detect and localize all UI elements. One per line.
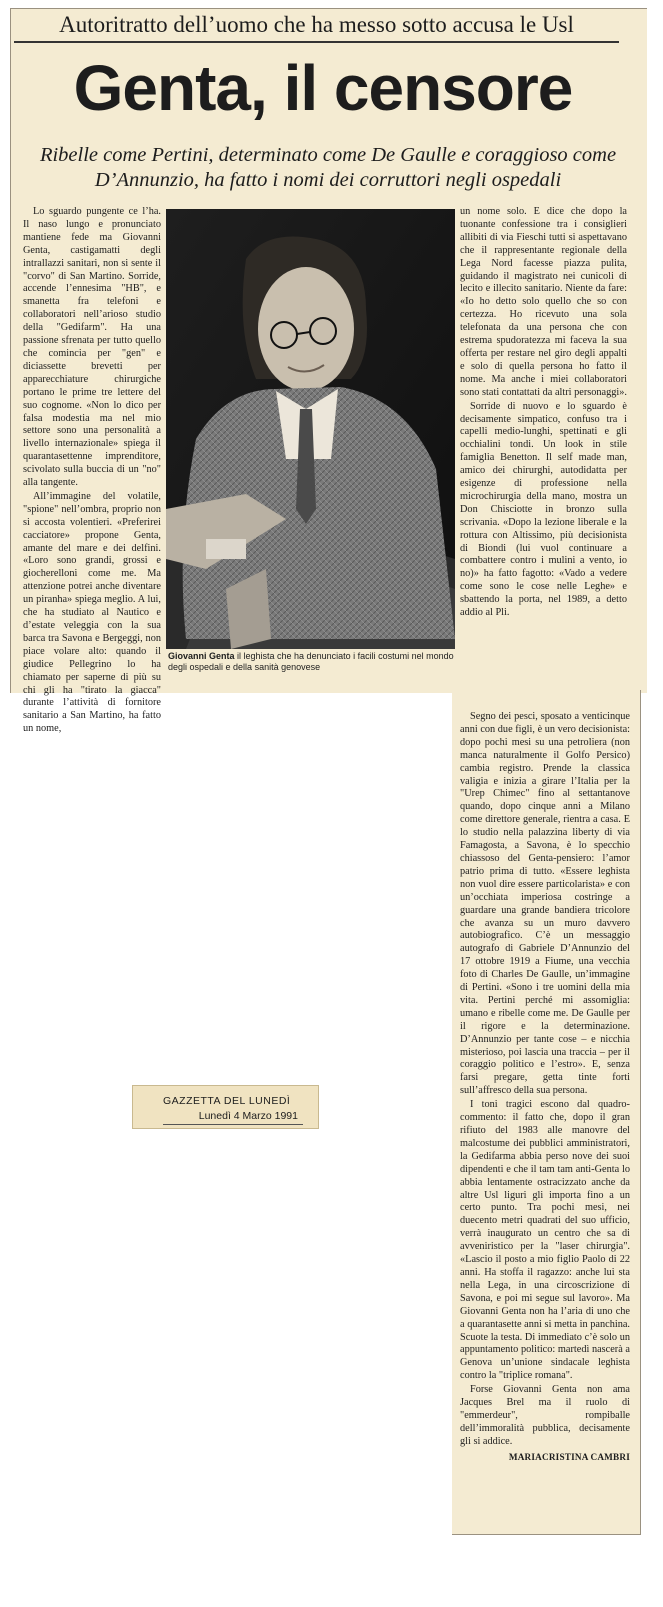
article-column-1 <box>23 206 161 737</box>
caption-text: il leghista che ha denunciato i facili costumi nel mondo degli ospedali e della sanità genovese <box>168 651 454 672</box>
paragraph: All’immagine del volatile, "spione" nell’ombra, proprio non si accosta volentieri. «Preferirei cacciatore» propone Genta, amante del mare e dei delfini. «Loro sono grandi, grossi e giocherelloni come me. Ma attenzione potrei anche diventare un piranha» spiega meglio. A lui, che ha studiato al Nautico e d’estate veleggia con la sua barca tra Savona e Bergeggi, non piace volare alto: quando il giudice Pellegrino lo ha chiamato per saperne di più su chi gli ha "tirato la giacca" durante l’attività di fornitore sanitario a San Martino, ha fatto un nome, <box>23 490 161 735</box>
caption-name: Giovanni Genta <box>168 651 235 661</box>
article-column-continuation <box>460 711 630 1464</box>
portrait-image <box>166 209 455 649</box>
paragraph: un nome solo. E dice che dopo la tuonante confessione tra i consiglieri allibiti di via Fieschi tutti si aspettavano che il rappresentante regionale della Lega Nord facesse piazza pulita, guidando il magistrato nei cunicoli di lecito e illecito sanitario. Niente da fare: «Io ho detto solo quello che so con certezza. Ho ricevuto una sola telefonata da una persona che con estrema spudoratezza mi faceva la sua offerta per restare nel giro degli appalti e solo di quella persona ho fatto il nome. Ma anche i miei collaboratori sono stati contattati da altri personaggi». <box>460 206 627 398</box>
underline-divider <box>163 1124 303 1125</box>
portrait-photo <box>166 209 455 649</box>
newspaper-source-label <box>132 1085 319 1129</box>
paragraph: Segno dei pesci, sposato a venticinque anni con due figli, è un vero decisionista: dopo pochi mesi su una petroliera (non manca naturalmente il Golfo Persico) cambia registro. Prende la classica valigia e inizia a girare l’Italia per la "Urep Chimec" fino al settantanove quando, dopo cinque anni a Milano come direttore generale, rientra a casa. E lo studio nella palazzina liberty di via Famagosta, a Savona, è lo specchio chiassoso del Genta-pensiero: l’amor patrio prima di tutto. «Essere leghista non vuol dire essere particolarista» e con un’occhiata imperiosa costringe a guardare una grande bandiera tricolore che avanza su un muro davvero autobiografico. C’è un messaggio autografo di Gabriele D’Annunzio del 17 ottobre 1919 a Fiume, una vecchia foto di Charles De Gaulle, un’immagine di Pertini. «Sono i tre uomini della mia vita. Pertini perché mi assomiglia: umano e ribelle come me. De Gaulle per il rigore e la determinazione. D’Annunzio per tante cose – e nicchia misterioso, poi lascia una traccia – per il coraggio politico e l’estro». E, senza farsi pregare, getta tinte forti sull’affresco della sua persona. <box>460 711 630 1097</box>
paragraph: Sorride di nuovo e lo sguardo è decisamente simpatico, confuso tra i capelli medio-lunghi, spettinati e gli occhialini tondi. Un look in stile famiglia Benetton. Il self made man, amico dei chirurghi, autodidatta per esigenze di professione nella microchirurgia della mano, mostra un Don Chisciotte in bronzo sulla scrivania. «Dopo la lezione liberale e la rottura con Altissimo, più decisionista di Biondi (lui vuol continuare a combattere contro i mulini a vento, io no)» ha fatto fagotto: «Vado a vedere come sono le cose nelle Leghe» e sbattendo la porta, nel 1989, a detto addio al Pli. <box>460 400 627 619</box>
photo-caption <box>168 651 458 673</box>
byline: MARIACRISTINA CAMBRI <box>508 1451 630 1462</box>
newspaper-name: GAZZETTA DEL LUNEDÌ <box>163 1095 291 1107</box>
kicker: Autoritratto dell’uomo che ha messo sotto accusa le Usl <box>14 12 619 43</box>
paragraph: Forse Giovanni Genta non ama Jacques Brel ma il ruolo di "emmerdeur", rompiballe dell’immoralità pubblica, decisamente gli si addice. <box>460 1384 630 1447</box>
headline: Genta, il censore <box>73 52 573 124</box>
paragraph: I toni tragici escono dal quadro-commento: il fatto che, dopo il gran rifiuto del 1983 alle manovre del malcostume dei pubblici amministratori, la Gedifarma abbia perso nove dei suoi dipendenti e che il tam tam anti-Genta lo abbia lentamente ostracizzato anche da altre Usl liguri gli importa fino a un certo punto. Tra pochi mesi, nei duecento metri quadrati del suo ufficio, verrà inaugurato un centro che sa di avveniristico per la "laser chirurgia". «Lascio il posto a mio figlio Paolo di 22 anni. Ha stoffa il ragazzo: anche lui sta nella Lega, in una circoscrizione di Savona, e poi mi segue sul lavoro». Ma Giovanni Genta non ha l’aria di uno che a quarantasette anni si metta in panchina. Scuote la testa. Di immediato c’è solo un appuntamento politico: martedì nascerà a Genova un’unione sindacale leghista contro la "triplice romana". <box>460 1099 630 1382</box>
paragraph: Lo sguardo pungente ce l’ha. Il naso lungo e pronunciato mantiene fede ma Giovanni Genta, castigamatti degli intrallazzi sanitari, non si sente il "corvo" di San Martino. Sorride, accende l’ennesima "HB", e smanetta fra telefoni e collaboratori nell’arioso studio della "Gedifarm". Ha una passione sfrenata per tutto quello che comincia per "gen" e diciassette brevetti per apparecchiature chirurgiche portano le prime tre lettere del suo cognome. «Non lo dico per falsa modestia ma nel mio settore sono una personalità a livello internazionale» spiega il quarantasettenne imprenditore, scivolato sulla buccia di un "no" alla tangente. <box>23 206 161 489</box>
deck: Ribelle come Pertini, determinato come De Gaulle e coraggioso come D’Annunzio, ha fatto i nomi dei corruttori negli ospedali <box>39 144 617 191</box>
article-column-3 <box>460 206 627 621</box>
publication-date: Lunedì 4 Marzo 1991 <box>198 1110 298 1122</box>
